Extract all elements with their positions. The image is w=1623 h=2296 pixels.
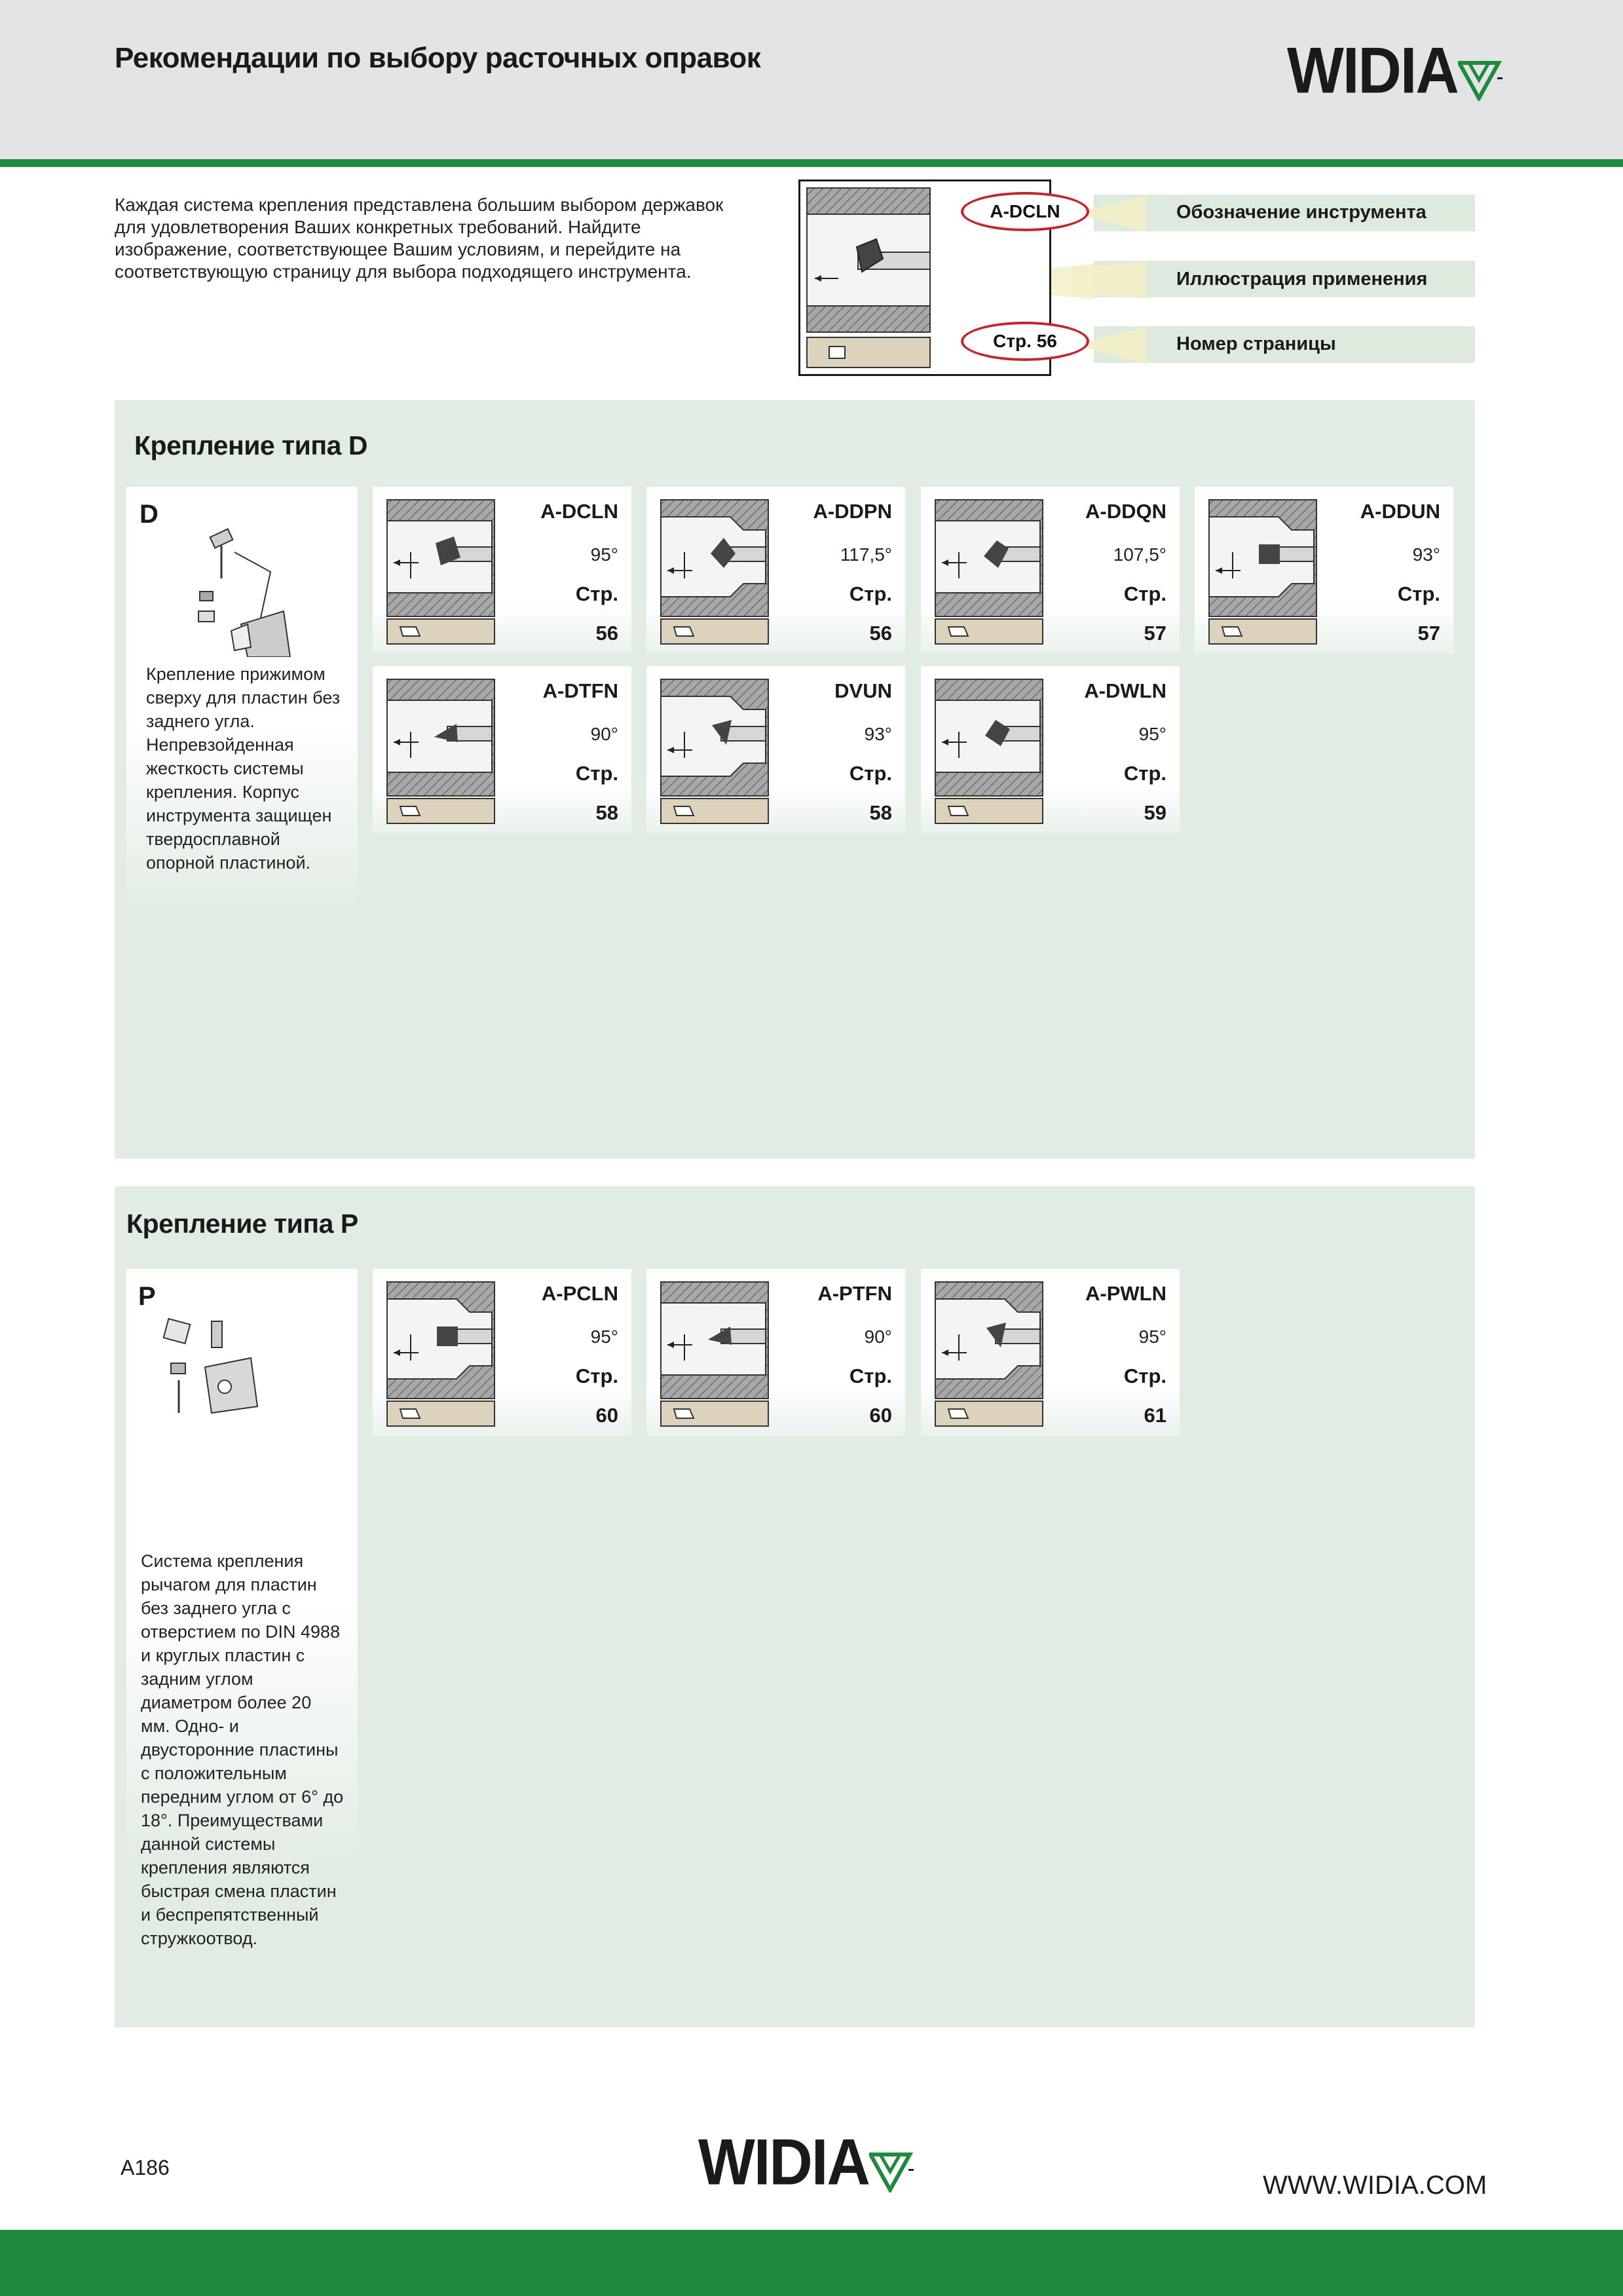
tool-page-number[interactable]: 60 xyxy=(869,1404,892,1427)
tool-page-number[interactable]: 57 xyxy=(1417,622,1440,645)
tool-page-number[interactable]: 58 xyxy=(869,801,892,824)
tool-page-number[interactable]: 57 xyxy=(1144,622,1166,645)
page-title: Рекомендации по выбору расточных оправок xyxy=(115,42,761,74)
clamp-letter-p: P xyxy=(138,1282,156,1311)
tool-application-drawing xyxy=(384,497,497,645)
section-p-title: Крепление типа P xyxy=(126,1209,358,1239)
clamp-letter-d: D xyxy=(140,500,159,529)
tool-card[interactable] xyxy=(921,1269,1180,1436)
tool-angle: 95° xyxy=(1138,724,1166,744)
tool-angle: 95° xyxy=(590,1327,618,1347)
website-link[interactable]: WWW.WIDIA.COM xyxy=(1263,2171,1487,2200)
tool-designation: A-PWLN xyxy=(1085,1282,1166,1305)
widia-triangle-icon xyxy=(869,2152,915,2192)
tool-angle: 93° xyxy=(864,724,892,744)
tool-designation: DVUN xyxy=(834,679,892,702)
tool-angle: 107,5° xyxy=(1113,544,1166,565)
tool-application-drawing xyxy=(933,497,1045,645)
tool-page-number[interactable]: 60 xyxy=(595,1404,618,1427)
tool-page-label: Стр. xyxy=(575,582,618,605)
tool-application-drawing xyxy=(658,1279,771,1427)
widia-logo-footer: WIDIA xyxy=(698,2132,915,2192)
tool-card[interactable] xyxy=(373,666,631,833)
footer-bar xyxy=(0,2230,1623,2296)
section-p-description: Система крепления рычагом для пластин без заднего угла с отверстием по DIN 4988 и круглых пластин с задним углом диаметром более 20 мм. Одно- и двусторонние пластины с положительным передним углом от 6° до 18°. Преимуществами данной системы крепления являются быстрая смена пластин и беспрепятственный стружкоотвод. xyxy=(141,1551,344,1948)
tool-angle: 90° xyxy=(864,1327,892,1347)
tool-page-label: Стр. xyxy=(1123,1364,1166,1387)
tool-designation: A-DWLN xyxy=(1084,679,1166,702)
legend-sample-frame xyxy=(798,179,1060,376)
tool-page-label: Стр. xyxy=(849,582,892,605)
widia-triangle-icon xyxy=(1458,60,1504,101)
tool-page-number[interactable]: 59 xyxy=(1144,801,1166,824)
tool-application-drawing xyxy=(384,1279,497,1427)
tool-application-drawing xyxy=(933,677,1045,825)
section-clamp-d xyxy=(115,400,1475,1159)
legend-label-designation: Обозначение инструмента xyxy=(1176,202,1427,223)
intro-text: Каждая система крепления представлена большим выбором державок для удовлетворения Ваших конкретных требований. Найдите изображение, соответствующее Вашим условиям, и перейдите на соответствующую страницу для выбора подходящего инструмента. xyxy=(115,195,724,282)
tool-application-drawing xyxy=(658,677,771,825)
tool-page-label: Стр. xyxy=(849,762,892,785)
tool-page-label: Стр. xyxy=(575,1364,618,1387)
clamp-d-exploded-icon xyxy=(185,526,303,657)
tool-designation: A-DTFN xyxy=(542,679,618,702)
tool-designation: A-DDUN xyxy=(1360,500,1440,523)
tool-page-label: Стр. xyxy=(1397,582,1440,605)
section-d-title: Крепление типа D xyxy=(134,430,367,461)
boring-bar-illustration xyxy=(806,187,937,379)
tool-application-drawing xyxy=(384,677,497,825)
tool-angle: 90° xyxy=(590,724,618,744)
tool-designation: A-PCLN xyxy=(541,1282,618,1305)
legend-label-page: Номер страницы xyxy=(1176,333,1336,354)
tool-card[interactable] xyxy=(373,487,631,654)
tool-card[interactable] xyxy=(921,487,1180,654)
tool-angle: 95° xyxy=(1138,1327,1166,1347)
tool-card[interactable] xyxy=(646,487,905,654)
tool-designation: A-PTFN xyxy=(817,1282,892,1305)
section-d-description: Крепление прижимом сверху для пластин без заднего угла. Непревзойденная жесткость системы крепления. Корпус инструмента защищен твердосплавной опорной пластиной. xyxy=(146,664,341,873)
tool-page-number[interactable]: 56 xyxy=(595,622,618,645)
tool-card[interactable] xyxy=(373,1269,631,1436)
tool-application-drawing xyxy=(1206,497,1319,645)
section-clamp-p xyxy=(115,1186,1475,2027)
tool-card[interactable] xyxy=(921,666,1180,833)
widia-logo: WIDIA xyxy=(1287,41,1504,101)
clamp-p-exploded-icon xyxy=(159,1315,277,1426)
tool-page-label: Стр. xyxy=(575,762,618,785)
tool-card[interactable] xyxy=(1195,487,1453,654)
tool-card[interactable] xyxy=(646,1269,905,1436)
tool-page-label: Стр. xyxy=(849,1364,892,1387)
tool-designation: A-DDQN xyxy=(1085,500,1166,523)
tool-angle: 93° xyxy=(1412,544,1440,565)
section-d-description-card xyxy=(126,487,358,916)
tool-designation: A-DCLN xyxy=(540,500,618,523)
sample-page-oval: Стр. 56 xyxy=(961,322,1089,361)
header-rule xyxy=(0,159,1623,167)
tool-page-label: Стр. xyxy=(1123,762,1166,785)
section-p-description-card xyxy=(126,1269,358,1948)
tool-page-number[interactable]: 61 xyxy=(1144,1404,1166,1427)
page-number: A186 xyxy=(121,2156,170,2179)
legend-label-illustration: Иллюстрация применения xyxy=(1176,269,1428,290)
tool-page-number[interactable]: 58 xyxy=(595,801,618,824)
tool-application-drawing xyxy=(658,497,771,645)
tool-page-label: Стр. xyxy=(1123,582,1166,605)
tool-angle: 95° xyxy=(590,544,618,565)
tool-application-drawing xyxy=(933,1279,1045,1427)
sample-tool-oval: A-DCLN xyxy=(961,192,1089,231)
tool-card[interactable] xyxy=(646,666,905,833)
tool-page-number[interactable]: 56 xyxy=(869,622,892,645)
tool-angle: 117,5° xyxy=(840,544,892,565)
tool-designation: A-DDPN xyxy=(813,500,892,523)
